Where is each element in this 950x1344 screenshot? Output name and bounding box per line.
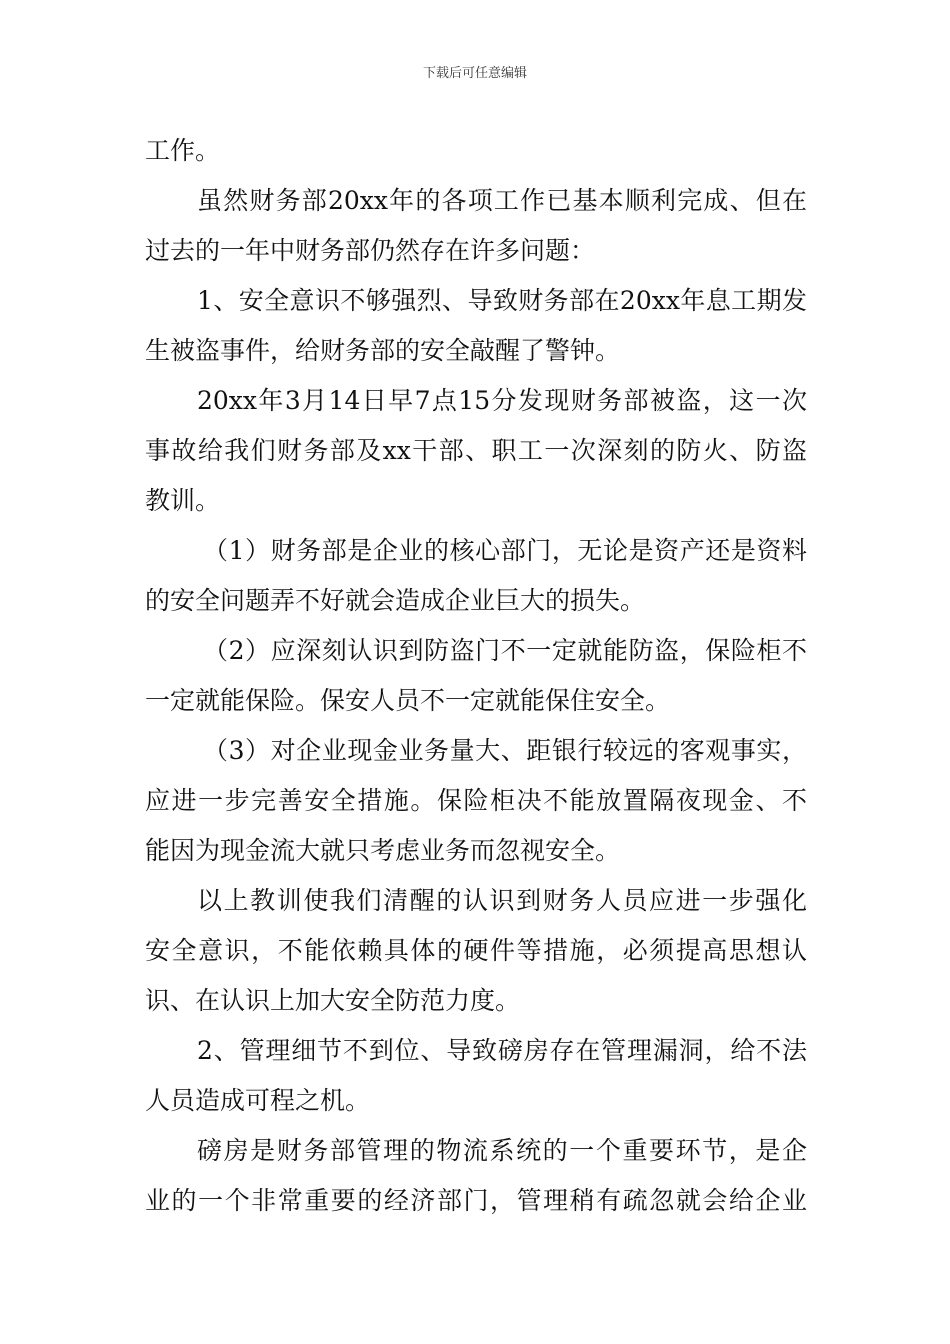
- paragraph-first-line: 磅房是财务部管理的物流系统的一个重要环节，是企: [197, 1136, 807, 1165]
- paragraph-first-line: 虽然财务部20xx年的各项工作已基本顺利完成、但在: [197, 186, 807, 215]
- text-line: 的安全问题弄不好就会造成企业巨大的损失。: [145, 586, 646, 615]
- text-line: 一定就能保险。保安人员不一定就能保住安全。: [145, 686, 671, 715]
- text-line: 应进一步完善安全措施。保险柜决不能放置隔夜现金、不: [145, 786, 807, 815]
- paragraph-first-line: 20xx年3月14日早7点15分发现财务部被盗，这一次: [197, 386, 807, 415]
- paragraph-first-line: （3）对企业现金业务量大、距银行较远的客观事实，: [203, 736, 807, 765]
- text-line: 工作。: [145, 136, 221, 165]
- text-line: 过去的一年中财务部仍然存在许多问题：: [145, 236, 596, 265]
- paragraph-first-line: （2）应深刻认识到防盗门不一定就能防盗，保险柜不: [203, 636, 807, 665]
- document-body: [145, 126, 807, 1226]
- text-line: 人员造成可程之机。: [145, 1086, 371, 1115]
- text-line: 能因为现金流大就只考虑业务而忽视安全。: [145, 836, 621, 865]
- text-line: 生被盗事件，给财务部的安全敲醒了警钟。: [145, 336, 621, 365]
- page-header-note: 下载后可任意编辑: [422, 66, 527, 81]
- paragraph-first-line: 1、安全意识不够强烈、导致财务部在20xx年息工期发: [197, 286, 807, 315]
- paragraph-first-line: 2、管理细节不到位、导致磅房存在管理漏洞，给不法: [197, 1036, 807, 1065]
- text-line: 教训。: [145, 486, 221, 515]
- paragraph-first-line: （1）财务部是企业的核心部门，无论是资产还是资料: [203, 536, 807, 565]
- paragraph-first-line: 以上教训使我们清醒的认识到财务人员应进一步强化: [197, 886, 807, 915]
- text-line: 安全意识，不能依赖具体的硬件等措施，必须提高思想认: [145, 936, 807, 965]
- text-line: 业的一个非常重要的经济部门，管理稍有疏忽就会给企业: [145, 1186, 807, 1215]
- text-line: 事故给我们财务部及xx干部、职工一次深刻的防火、防盗: [145, 436, 807, 465]
- text-line: 识、在认识上加大安全防范力度。: [145, 986, 521, 1015]
